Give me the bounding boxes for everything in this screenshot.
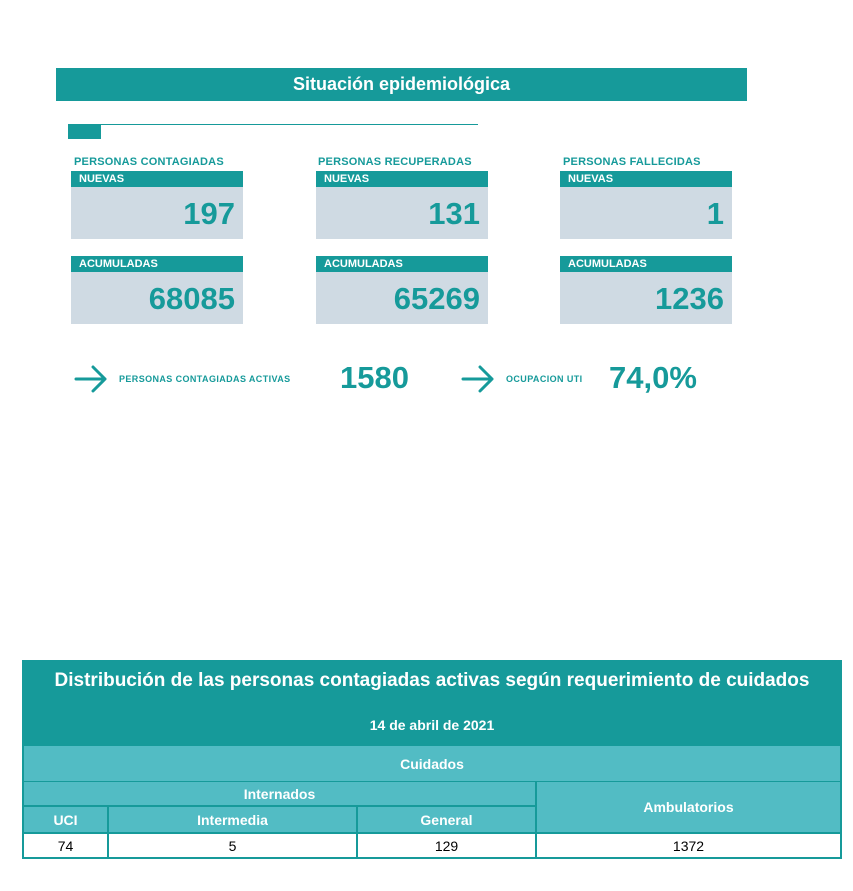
uti-occupancy-label: OCUPACION UTI	[506, 374, 583, 384]
stat-acc-label: ACUMULADAS	[316, 256, 488, 272]
stat-new-value-contagiadas: 197	[71, 187, 243, 239]
value-intermedia: 5	[109, 834, 356, 857]
header-ambulatorios: Ambulatorios	[537, 782, 840, 832]
section-header	[56, 68, 747, 101]
stat-acc-value-recuperadas: 65269	[316, 272, 488, 324]
column-header-uci: UCI	[24, 807, 107, 832]
stat-acc-value-fallecidas: 1236	[560, 272, 732, 324]
arrow-right-icon	[74, 364, 108, 394]
table-date: 14 de abril de 2021	[369, 717, 495, 733]
stat-acc-value-contagiadas: 68085	[71, 272, 243, 324]
stat-title-fallecidas: PERSONAS FALLECIDAS	[563, 156, 701, 168]
care-distribution-table	[22, 660, 842, 859]
stat-title-recuperadas: PERSONAS RECUPERADAS	[318, 156, 472, 168]
stat-new-value-fallecidas: 1	[560, 187, 732, 239]
stat-new-label: NUEVAS	[560, 171, 732, 187]
value-general: 129	[358, 834, 535, 857]
stat-acc-label: ACUMULADAS	[560, 256, 732, 272]
stat-acc-label: ACUMULADAS	[71, 256, 243, 272]
column-header-general: General	[358, 807, 535, 832]
active-cases-label: PERSONAS CONTAGIADAS ACTIVAS	[119, 374, 291, 384]
value-uci: 74	[24, 834, 107, 857]
uti-occupancy-value: 74,0%	[609, 360, 697, 395]
stat-new-value-recuperadas: 131	[316, 187, 488, 239]
header-internados: Internados	[24, 782, 535, 805]
section-title: Situación epidemiológica	[292, 74, 511, 94]
value-ambulatorios: 1372	[537, 834, 840, 857]
column-header-intermedia: Intermedia	[109, 807, 356, 832]
active-cases-value: 1580	[340, 360, 409, 395]
stat-title-contagiadas: PERSONAS CONTAGIADAS	[74, 156, 224, 168]
arrow-right-icon	[461, 364, 495, 394]
header-cuidados: Cuidados	[24, 746, 840, 781]
stat-new-label: NUEVAS	[71, 171, 243, 187]
accent-block	[68, 124, 101, 139]
table-title: Distribución de las personas contagiadas activas según requerimiento de cuidados	[54, 670, 810, 691]
stat-new-label: NUEVAS	[316, 171, 488, 187]
accent-divider	[101, 124, 478, 125]
